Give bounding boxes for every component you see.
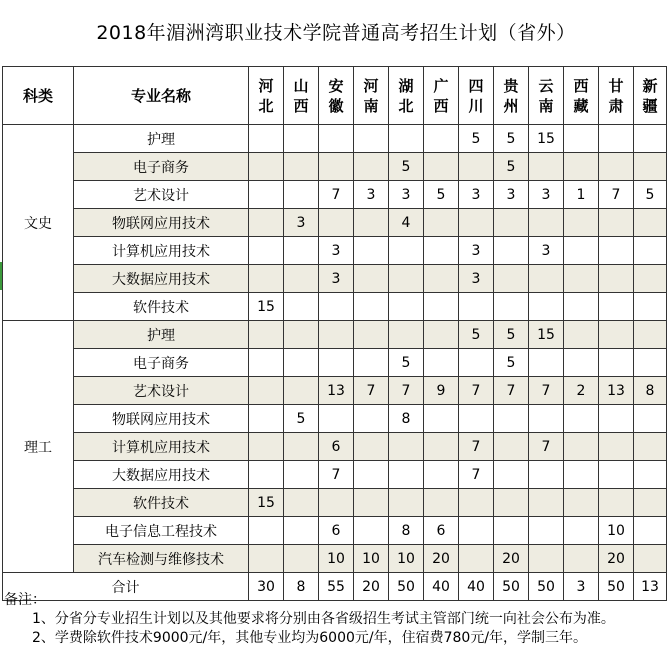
- quota-cell: [249, 181, 284, 209]
- quota-cell: [494, 209, 529, 237]
- table-row: [3, 545, 667, 573]
- quota-cell: [634, 237, 667, 265]
- quota-cell: [634, 489, 667, 517]
- province-char: 藏: [573, 96, 589, 115]
- quota-cell: [354, 349, 389, 377]
- quota-cell: [599, 321, 634, 349]
- quota-cell: 4: [389, 209, 424, 237]
- quota-cell: 10: [354, 545, 389, 573]
- quota-cell: [634, 265, 667, 293]
- total-cell: 50: [389, 573, 424, 601]
- table-row: [3, 405, 667, 433]
- total-cell: 13: [634, 573, 667, 601]
- quota-cell: 7: [319, 461, 354, 489]
- quota-cell: [529, 293, 564, 321]
- quota-cell: [424, 125, 459, 153]
- table-row: [3, 181, 667, 209]
- province-char: 云: [538, 76, 554, 95]
- quota-cell: [529, 153, 564, 181]
- quota-cell: [599, 349, 634, 377]
- province-header: [249, 67, 284, 125]
- quota-cell: [564, 489, 599, 517]
- province-char: 肃: [608, 96, 624, 115]
- quota-cell: 5: [634, 181, 667, 209]
- quota-cell: [249, 405, 284, 433]
- quota-cell: [284, 237, 319, 265]
- quota-cell: [249, 321, 284, 349]
- quota-cell: [319, 153, 354, 181]
- quota-cell: [389, 293, 424, 321]
- quota-cell: [599, 265, 634, 293]
- quota-cell: [284, 181, 319, 209]
- quota-cell: [319, 321, 354, 349]
- province-char: 川: [468, 96, 484, 115]
- quota-cell: 3: [284, 209, 319, 237]
- major-cell: 物联网应用技术: [74, 405, 249, 433]
- major-cell: 软件技术: [74, 489, 249, 517]
- quota-cell: [354, 461, 389, 489]
- quota-cell: [249, 153, 284, 181]
- province-char: 山: [293, 76, 309, 95]
- quota-cell: [424, 265, 459, 293]
- table-row: [3, 349, 667, 377]
- major-cell: 艺术设计: [74, 377, 249, 405]
- note-item-1: 1、分省分专业招生计划以及其他要求将分别由各省级招生考试主管部门统一向社会公布为准。: [32, 611, 615, 627]
- quota-cell: 20: [424, 545, 459, 573]
- quota-cell: [459, 349, 494, 377]
- quota-cell: 8: [634, 377, 667, 405]
- notes-section: [4, 591, 664, 648]
- quota-cell: [389, 265, 424, 293]
- province-header: [284, 67, 319, 125]
- quota-cell: [599, 293, 634, 321]
- quota-cell: 2: [564, 377, 599, 405]
- quota-cell: [354, 237, 389, 265]
- quota-cell: [564, 265, 599, 293]
- quota-cell: [494, 405, 529, 433]
- quota-cell: [284, 321, 319, 349]
- quota-cell: [634, 349, 667, 377]
- quota-cell: [319, 209, 354, 237]
- quota-cell: [494, 489, 529, 517]
- total-cell: 50: [599, 573, 634, 601]
- quota-cell: [494, 517, 529, 545]
- total-cell: 40: [424, 573, 459, 601]
- category-cell: 理工: [3, 321, 74, 573]
- province-char: 州: [503, 96, 519, 115]
- quota-cell: [459, 293, 494, 321]
- province-char: 安: [328, 76, 344, 95]
- quota-cell: [529, 209, 564, 237]
- quota-cell: [599, 209, 634, 237]
- quota-cell: [389, 433, 424, 461]
- quota-cell: 3: [459, 237, 494, 265]
- quota-cell: [564, 321, 599, 349]
- quota-cell: [284, 265, 319, 293]
- major-cell: 计算机应用技术: [74, 433, 249, 461]
- province-char: 新: [642, 76, 658, 95]
- quota-cell: 5: [494, 153, 529, 181]
- province-header: [634, 67, 667, 125]
- table-row: [3, 433, 667, 461]
- total-cell: 55: [319, 573, 354, 601]
- quota-cell: [424, 237, 459, 265]
- total-cell: 8: [284, 573, 319, 601]
- quota-cell: [494, 461, 529, 489]
- quota-cell: [354, 293, 389, 321]
- quota-cell: [284, 349, 319, 377]
- province-char: 北: [258, 96, 274, 115]
- table-row: [3, 125, 667, 153]
- table-row: [3, 517, 667, 545]
- quota-cell: 7: [459, 461, 494, 489]
- quota-cell: [564, 461, 599, 489]
- quota-cell: 10: [599, 517, 634, 545]
- quota-cell: [354, 265, 389, 293]
- quota-cell: [284, 153, 319, 181]
- quota-cell: [284, 545, 319, 573]
- quota-cell: 3: [354, 181, 389, 209]
- quota-cell: [424, 293, 459, 321]
- quota-cell: 6: [424, 517, 459, 545]
- quota-cell: 10: [319, 545, 354, 573]
- quota-cell: [319, 125, 354, 153]
- quota-cell: [284, 433, 319, 461]
- table-row: [3, 265, 667, 293]
- province-header: [319, 67, 354, 125]
- province-char: 西: [293, 96, 309, 115]
- quota-cell: [529, 517, 564, 545]
- quota-cell: 5: [389, 349, 424, 377]
- quota-cell: 7: [389, 377, 424, 405]
- quota-cell: [354, 125, 389, 153]
- quota-cell: [564, 405, 599, 433]
- province-header: [564, 67, 599, 125]
- table-row: [3, 209, 667, 237]
- quota-cell: [459, 209, 494, 237]
- quota-cell: [634, 517, 667, 545]
- quota-cell: [389, 125, 424, 153]
- total-cell: 40: [459, 573, 494, 601]
- total-cell: 3: [564, 573, 599, 601]
- quota-cell: [424, 209, 459, 237]
- province-char: 西: [573, 76, 589, 95]
- quota-cell: 20: [494, 545, 529, 573]
- table-row: [3, 153, 667, 181]
- quota-cell: [424, 433, 459, 461]
- quota-cell: [284, 377, 319, 405]
- province-char: 四: [468, 76, 484, 95]
- quota-cell: [424, 321, 459, 349]
- quota-cell: [249, 545, 284, 573]
- major-cell: 护理: [74, 321, 249, 349]
- quota-cell: [564, 237, 599, 265]
- quota-cell: [564, 293, 599, 321]
- quota-cell: [529, 545, 564, 573]
- quota-cell: 10: [389, 545, 424, 573]
- quota-cell: [564, 125, 599, 153]
- note-item-2: 2、学费除软件技术9000元/年，其他专业均为6000元/年，住宿费780元/年，学制三年。: [32, 630, 588, 646]
- quota-cell: [634, 153, 667, 181]
- table-row: [3, 377, 667, 405]
- quota-cell: 13: [319, 377, 354, 405]
- quota-cell: [424, 405, 459, 433]
- quota-cell: 7: [529, 377, 564, 405]
- quota-cell: [564, 349, 599, 377]
- quota-cell: 5: [389, 153, 424, 181]
- quota-cell: [319, 489, 354, 517]
- quota-cell: [284, 489, 319, 517]
- quota-cell: 3: [459, 265, 494, 293]
- major-cell: 电子商务: [74, 153, 249, 181]
- category-header: 科类: [3, 67, 74, 125]
- table-row: [3, 321, 667, 349]
- quota-cell: 3: [459, 181, 494, 209]
- major-cell: 电子商务: [74, 349, 249, 377]
- quota-cell: [494, 293, 529, 321]
- quota-cell: 3: [529, 181, 564, 209]
- province-char: 徽: [328, 96, 344, 115]
- quota-cell: [634, 209, 667, 237]
- quota-cell: 9: [424, 377, 459, 405]
- quota-cell: 3: [319, 265, 354, 293]
- quota-cell: [249, 349, 284, 377]
- quota-cell: [529, 461, 564, 489]
- quota-cell: 6: [319, 433, 354, 461]
- notes-heading: 备注：: [4, 592, 46, 608]
- quota-cell: 5: [424, 181, 459, 209]
- total-label: 合计: [3, 573, 249, 601]
- quota-cell: 3: [529, 237, 564, 265]
- quota-cell: 7: [529, 433, 564, 461]
- table-row: [3, 489, 667, 517]
- major-header: 专业名称: [74, 67, 249, 125]
- province-char: 甘: [608, 76, 624, 95]
- province-char: 南: [538, 96, 554, 115]
- major-cell: 艺术设计: [74, 181, 249, 209]
- quota-cell: 3: [389, 181, 424, 209]
- quota-cell: [599, 489, 634, 517]
- header-row: [3, 67, 667, 125]
- quota-cell: 15: [529, 125, 564, 153]
- province-header: [424, 67, 459, 125]
- quota-cell: [494, 265, 529, 293]
- province-header: [494, 67, 529, 125]
- quota-cell: [284, 517, 319, 545]
- quota-cell: [599, 461, 634, 489]
- quota-cell: [354, 517, 389, 545]
- quota-cell: 7: [599, 181, 634, 209]
- quota-cell: [354, 433, 389, 461]
- quota-cell: [249, 433, 284, 461]
- quota-cell: [564, 433, 599, 461]
- quota-cell: 5: [284, 405, 319, 433]
- province-char: 南: [363, 96, 379, 115]
- major-cell: 软件技术: [74, 293, 249, 321]
- major-cell: 电子信息工程技术: [74, 517, 249, 545]
- quota-cell: [599, 405, 634, 433]
- quota-cell: [249, 377, 284, 405]
- quota-cell: [529, 489, 564, 517]
- province-char: 河: [258, 76, 274, 95]
- province-char: 贵: [503, 76, 519, 95]
- quota-cell: [249, 125, 284, 153]
- quota-cell: [634, 433, 667, 461]
- quota-cell: [599, 433, 634, 461]
- quota-cell: [634, 545, 667, 573]
- quota-cell: 7: [354, 377, 389, 405]
- province-char: 疆: [642, 96, 658, 115]
- quota-cell: [284, 125, 319, 153]
- quota-cell: [564, 153, 599, 181]
- total-cell: 50: [494, 573, 529, 601]
- quota-cell: [249, 209, 284, 237]
- quota-cell: 7: [319, 181, 354, 209]
- quota-cell: 15: [249, 293, 284, 321]
- quota-cell: [354, 209, 389, 237]
- quota-cell: [284, 293, 319, 321]
- major-cell: 汽车检测与维修技术: [74, 545, 249, 573]
- province-header: [599, 67, 634, 125]
- quota-cell: [319, 405, 354, 433]
- quota-cell: [354, 405, 389, 433]
- quota-cell: [424, 461, 459, 489]
- quota-cell: 5: [494, 321, 529, 349]
- quota-cell: 3: [319, 237, 354, 265]
- quota-cell: [494, 237, 529, 265]
- table-row: [3, 293, 667, 321]
- page-title: 2018年湄洲湾职业技术学院普通高考招生计划（省外）: [96, 22, 576, 44]
- quota-cell: [459, 153, 494, 181]
- quota-cell: [634, 321, 667, 349]
- quota-cell: 7: [459, 377, 494, 405]
- total-cell: 20: [354, 573, 389, 601]
- quota-cell: [389, 461, 424, 489]
- province-char: 河: [363, 76, 379, 95]
- quota-cell: [529, 405, 564, 433]
- quota-cell: 3: [494, 181, 529, 209]
- quota-cell: [249, 265, 284, 293]
- quota-cell: [389, 321, 424, 349]
- quota-cell: [249, 237, 284, 265]
- major-cell: 大数据应用技术: [74, 461, 249, 489]
- quota-cell: [424, 489, 459, 517]
- major-cell: 计算机应用技术: [74, 237, 249, 265]
- quota-cell: [354, 321, 389, 349]
- quota-cell: [599, 125, 634, 153]
- quota-cell: [634, 461, 667, 489]
- quota-cell: 7: [459, 433, 494, 461]
- province-header: [354, 67, 389, 125]
- major-cell: 护理: [74, 125, 249, 153]
- quota-cell: [634, 293, 667, 321]
- province-char: 西: [433, 96, 449, 115]
- quota-cell: 7: [494, 377, 529, 405]
- table-row: [3, 461, 667, 489]
- quota-cell: [599, 153, 634, 181]
- quota-cell: [389, 237, 424, 265]
- quota-cell: [389, 489, 424, 517]
- quota-cell: 5: [494, 349, 529, 377]
- quota-cell: [319, 293, 354, 321]
- quota-cell: [354, 489, 389, 517]
- quota-cell: [459, 405, 494, 433]
- quota-cell: [634, 125, 667, 153]
- table-row: [3, 237, 667, 265]
- quota-cell: [494, 433, 529, 461]
- quota-cell: [459, 545, 494, 573]
- quota-cell: 6: [319, 517, 354, 545]
- quota-cell: [564, 517, 599, 545]
- quota-cell: [529, 349, 564, 377]
- quota-cell: [564, 209, 599, 237]
- total-cell: 30: [249, 573, 284, 601]
- quota-cell: [529, 265, 564, 293]
- province-char: 广: [433, 76, 449, 95]
- province-char: 湖: [398, 76, 414, 95]
- category-cell: 文史: [3, 125, 74, 321]
- quota-cell: [424, 153, 459, 181]
- total-cell: 50: [529, 573, 564, 601]
- quota-cell: [634, 405, 667, 433]
- quota-cell: 8: [389, 405, 424, 433]
- quota-cell: 5: [459, 125, 494, 153]
- table-body: [3, 125, 667, 601]
- quota-cell: [459, 517, 494, 545]
- quota-cell: 1: [564, 181, 599, 209]
- quota-cell: 15: [529, 321, 564, 349]
- province-header: [459, 67, 494, 125]
- quota-cell: 20: [599, 545, 634, 573]
- quota-cell: [284, 461, 319, 489]
- quota-cell: 8: [389, 517, 424, 545]
- enrollment-plan-table: [2, 66, 667, 601]
- quota-cell: [599, 237, 634, 265]
- province-header: [389, 67, 424, 125]
- quota-cell: [459, 489, 494, 517]
- quota-cell: 13: [599, 377, 634, 405]
- quota-cell: [319, 349, 354, 377]
- quota-cell: 15: [249, 489, 284, 517]
- quota-cell: [354, 153, 389, 181]
- quota-cell: [249, 461, 284, 489]
- major-cell: 大数据应用技术: [74, 265, 249, 293]
- quota-cell: 5: [459, 321, 494, 349]
- province-header: [529, 67, 564, 125]
- quota-cell: [564, 545, 599, 573]
- major-cell: 物联网应用技术: [74, 209, 249, 237]
- province-char: 北: [398, 96, 414, 115]
- quota-cell: [424, 349, 459, 377]
- quota-cell: 5: [494, 125, 529, 153]
- quota-cell: [249, 517, 284, 545]
